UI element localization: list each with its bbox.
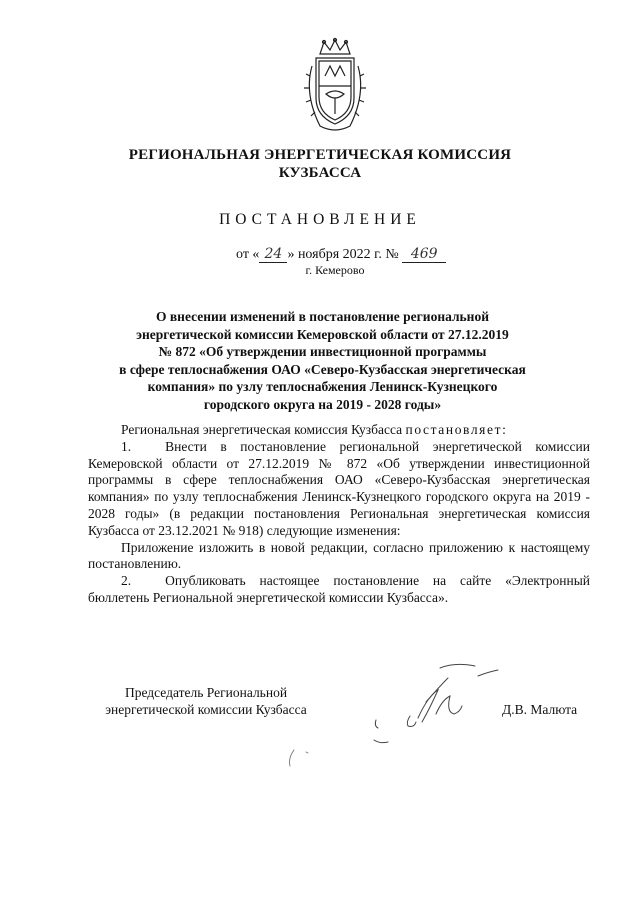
- preamble-decree: постановляет:: [405, 422, 508, 437]
- item-1-number: 1.: [121, 438, 132, 454]
- item-2: [88, 573, 590, 607]
- title-line: городского округа на 2019 - 2028 годы»: [203, 396, 442, 412]
- org-line-1: РЕГИОНАЛЬНАЯ ЭНЕРГЕТИЧЕСКАЯ КОМИССИЯ: [128, 147, 512, 163]
- item-1-text: Внести в постановление региональной энергетической комиссии Кемеровской области от 27.12.2019 № 872 «Об утверждении инвестиционной программы в сфере теплоснабжения ОАО «Северо-Кузбасская энергетическая компания» по узлу теплоснабжения Ленинск-Кузнецкого городского округа на 2019 - 2028 годы» (в редакции постановления Региональная энергетическая комиссия Кузбасса от 23.12.2021 № 918) следующие изменения:: [88, 438, 590, 538]
- document-type: ПОСТАНОВЛЕНИЕ: [219, 211, 421, 228]
- signatory-title-line-1: Председатель Региональной: [124, 685, 288, 700]
- preamble: [88, 422, 590, 439]
- item-1: [88, 439, 590, 540]
- date-line: [236, 246, 446, 263]
- date-day: 24: [259, 246, 287, 263]
- issuing-authority: [0, 146, 640, 182]
- signatory-name: Д.В. Малюта: [502, 702, 578, 717]
- preamble-text: Региональная энергетическая комиссия Кузбасса: [121, 422, 406, 437]
- stray-pen-mark: [280, 740, 320, 770]
- title-line: компания» по узлу теплоснабжения Ленинск-Кузнецкого: [147, 379, 498, 394]
- date-prefix: от «: [236, 247, 260, 262]
- title-line: энергетической комиссии Кемеровской области от 27.12.2019: [136, 326, 509, 342]
- title-line: № 872 «Об утверждении инвестиционной программы: [158, 344, 487, 359]
- city: г. Кемерово: [305, 263, 365, 277]
- document-number: 469: [402, 246, 446, 263]
- date-middle: » ноября 2022 г. №: [287, 247, 399, 262]
- handwritten-signature: [370, 656, 510, 746]
- item-2-number: 2.: [121, 573, 132, 589]
- signatory-title: [86, 684, 326, 718]
- item-2-text: Опубликовать настоящее постановление на сайте «Электронный бюллетень Региональной энергетической комиссии Кузбасса».: [88, 573, 590, 605]
- signatory-title-line-2: энергетической комиссии Кузбасса: [105, 702, 307, 717]
- kuzbass-coat-of-arms-icon: [300, 36, 370, 136]
- document-title: [95, 308, 550, 413]
- document-body: [88, 422, 590, 607]
- org-line-2: КУЗБАССА: [278, 165, 362, 181]
- title-line: О внесении изменений в постановление региональной: [156, 309, 489, 324]
- title-line: в сфере теплоснабжения ОАО «Северо-Кузбасская энергетическая: [119, 361, 526, 377]
- item-1-sub: Приложение изложить в новой редакции, согласно приложению к настоящему постановлению.: [88, 539, 590, 572]
